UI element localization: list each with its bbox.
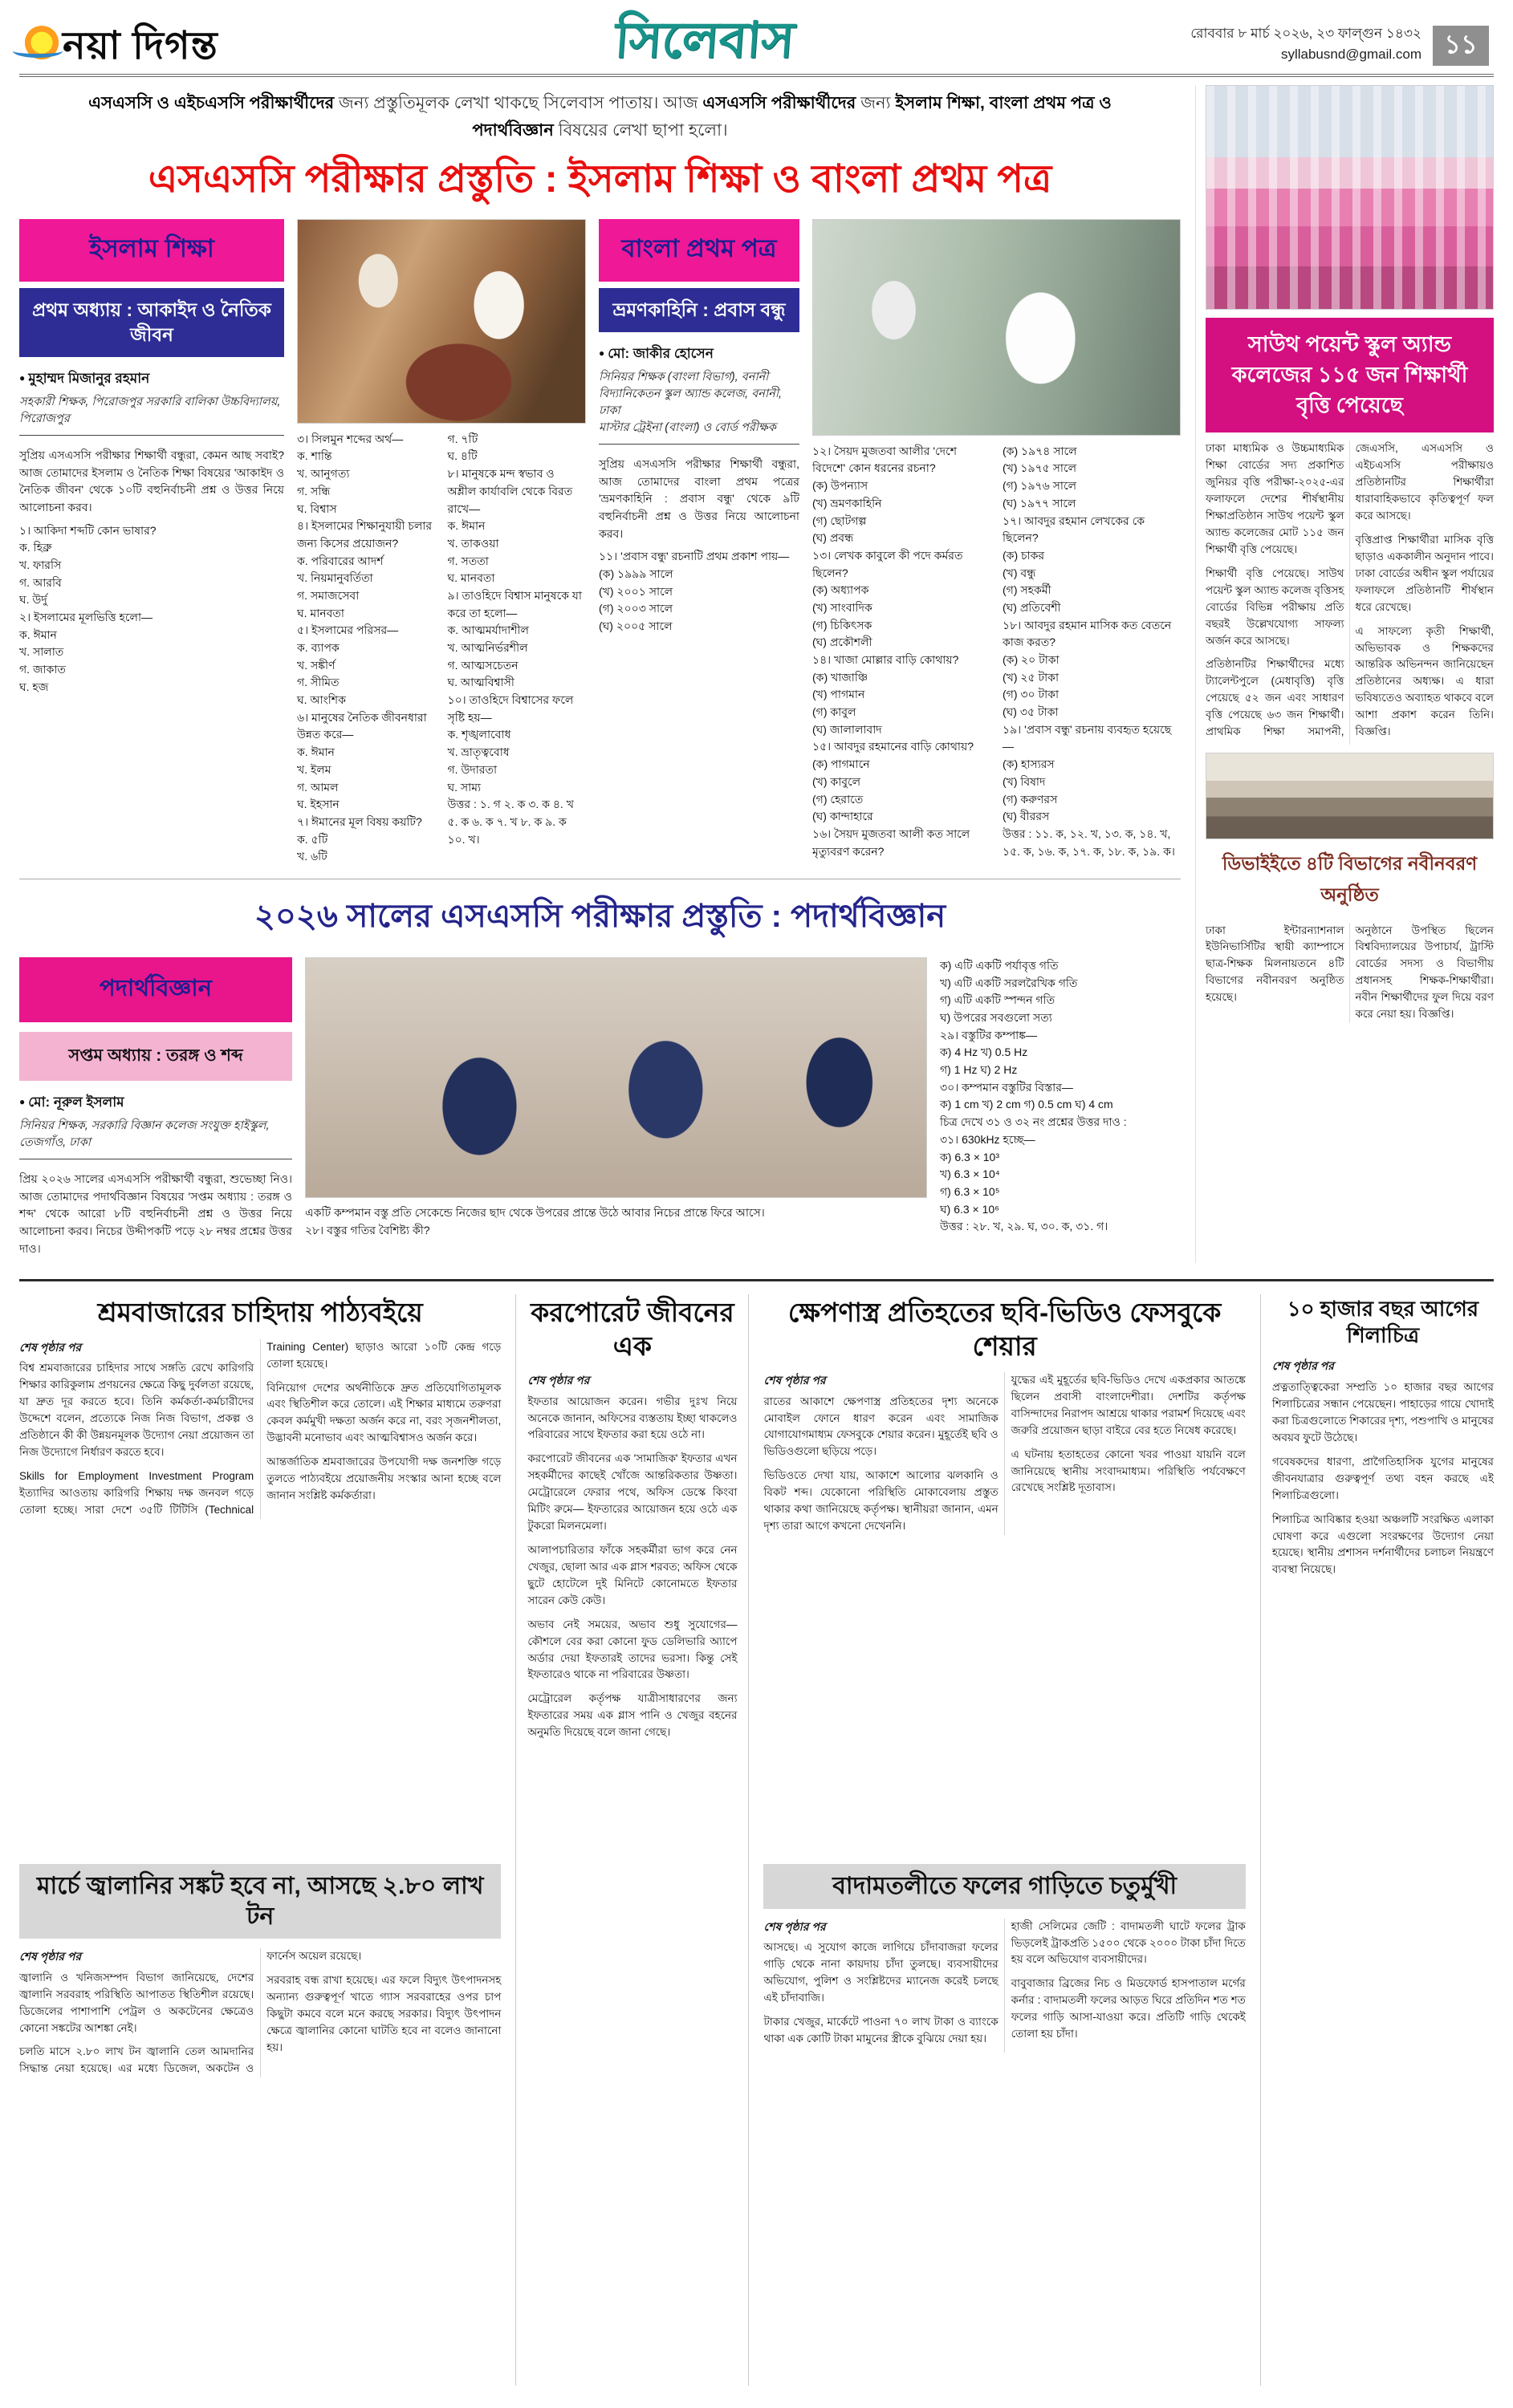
text-line: গ. আরবি — [19, 575, 62, 589]
bangla-author-title-2: মাস্টার ট্রেইনা (বাংলা) ও বোর্ড পরীক্ষক — [599, 420, 776, 434]
islam-mcq-flow — [297, 431, 586, 866]
bangla-author-name: মো: জাকীর হোসেন — [608, 345, 714, 361]
text-line: (ঘ) ৩৫ টাকা — [1003, 705, 1059, 719]
text-line: ঘ. উর্দু — [19, 593, 47, 607]
text-line: (গ) ছোটগল্প — [812, 514, 867, 527]
text-line: ঘ. হজ — [19, 680, 49, 693]
masthead-right — [1190, 23, 1489, 66]
islam-section-banner: ইসলাম শিক্ষা — [19, 219, 284, 282]
text-line: ক) 6.3 × 10³ — [940, 1150, 999, 1163]
text-line: গ. আমল — [297, 780, 339, 794]
article-fuel-supply — [19, 1864, 501, 2386]
page-number-badge: ১১ — [1433, 26, 1489, 66]
labor-body — [19, 1339, 501, 1519]
text-line: গ. উদারতা — [447, 762, 498, 776]
text-line: ২। ইসলামের মূলভিত্তি হলো— — [19, 611, 153, 624]
text-line: (খ) কাবুলে — [812, 774, 861, 788]
text-line: (ঘ) প্রবন্ধ — [812, 531, 854, 545]
main-content — [19, 85, 1181, 1263]
rockart-body — [1272, 1358, 1494, 1578]
text-line: ক. হিব্রু — [19, 541, 52, 554]
text-line: উত্তর : ১. গ ২. ক ৩. ক ৪. খ ৫. ক ৬. ক ৭. খ ৮. ক ৯. ক ১০. খ। — [447, 798, 574, 846]
text-line: ক. ঈমান — [19, 627, 57, 641]
text-line: (গ) কাবুল — [812, 705, 856, 719]
text-line: বৃত্তিপ্রাপ্ত শিক্ষার্থীরা মাসিক বৃত্তি ছাড়াও এককালীন অনুদান পাবে। ঢাকা বোর্ডের অধীন স্কুল পর্যায়ের ফলাফলে প্রতিষ্ঠানটি শীর্ষস্থান ধরে রেখেছে। — [1355, 534, 1494, 613]
text-line: ১৫। আবদুর রহমানের বাড়ি কোথায়? — [812, 740, 974, 753]
text-line: (খ) বন্ধু — [1003, 566, 1036, 579]
text-line: (ঘ) প্রতিবেশী — [1003, 600, 1061, 614]
text-line: উত্তর : ১১. ক, ১২. খ, ১৩. ক, ১৪. খ, ১৫. ক, ১৬. ক, ১৭. ক, ১৮. ক, ১৯. ক। — [1003, 826, 1175, 858]
physics-headline: ২০২৬ সালের এসএসসি পরীক্ষার প্রস্তুতি : পদার্থবিজ্ঞান — [254, 898, 946, 934]
fuel-paragraphs — [19, 1948, 501, 2077]
text-line: ১৬। সৈয়দ মুজতবা আলী কত সালে মৃত্যুবরণ করেন? — [812, 826, 970, 858]
text-line: গ. আত্মসচেতন — [447, 658, 519, 672]
text-line: ক) 4 Hz খ) 0.5 Hz — [940, 1046, 1028, 1059]
diu-seminar-photo — [1206, 753, 1494, 839]
bangla-author-title-1: সিনিয়র শিক্ষক (বাংলা বিভাগ), বনানী বিদ্যানিকেতন স্কুল অ্যান্ড কলেজ, বনানী, ঢাকা — [599, 370, 783, 417]
physics-chapter-banner: সপ্তম অধ্যায় : তরঙ্গ ও শব্দ — [19, 1032, 292, 1081]
text-line: উত্তর : ২৮. খ, ২৯. ঘ, ৩০. ক, ৩১. গ। — [940, 1220, 1108, 1233]
text-line: গ) 6.3 × 10⁵ — [940, 1184, 1000, 1198]
text-line: গ. সমাজসেবা — [297, 588, 360, 602]
text-line: বিশ্ব শ্রমবাজারের চাহিদার সাথে সঙ্গতি রেখে কারিগরি শিক্ষার কারিকুলাম প্রণয়নের ক্ষেত্রে কিছু দুর্বলতা রয়েছে, যা দ্রুত দূর করতে হবে। তিনি কর্মকর্তা-কর্মচারীদের উদ্দেশে বলেন, প্রত্যেকে নিজ নিজ বিভাগ, প্রকল্প ও প্রতিষ্ঠানে কী কী উন্নয়নমূলক উদ্যোগ নেয়া প্রয়োজন তা নিজ উদ্যোগে নির্ধারণ করতে হবে। — [19, 1362, 254, 1458]
missile-paragraphs — [763, 1372, 1245, 1535]
text-line: (ক) চাকর — [1003, 548, 1045, 562]
text-line: গ. সীমিত — [297, 676, 340, 689]
islam-author — [19, 368, 284, 391]
text-line: গ. জাকাত — [19, 663, 66, 676]
physics-photo-column — [305, 957, 927, 1263]
text-line: এ ঘটনায় হতাহতের কোনো খবর পাওয়া যায়নি বলে জানিয়েছে স্থানীয় সংবাদমাধ্যম। পরিস্থিতি পর্যবেক্ষণে রেখেছে সংশ্লিষ্ট দূতাবাস। — [1011, 1448, 1246, 1494]
text-line: ১৮। আবদুর রহমান মাসিক কত বেতনে কাজ করত? — [1003, 618, 1172, 649]
text-line: ঘ) উপরের সবগুলো সত্য — [940, 1011, 1052, 1025]
text-line: খ. নিয়মানুবর্তিতা — [297, 571, 373, 585]
text-line: প্রতিষ্ঠানটির শিক্ষার্থীদের মধ্যে ট্যালেন্টপুলে (মেধাবৃত্তি) বৃত্তি পেয়েছে ৫২ জন এবং সাধারণ বৃত্তি পেয়েছে ৬৩ জন শিক্ষার্থী। প্রাথমিক শিক্ষা সমাপনী, জেএসসি, এসএসসি ও এইচএসসি পরীক্ষায়ও প্রতিষ্ঠানটির শিক্ষার্থীরা ধারাবাহিকভাবে কৃতিত্বপূর্ণ ফল করে আসছে। — [1206, 442, 1494, 738]
physics-stimulus-text — [305, 1204, 927, 1239]
islam-author-title: সহকারী শিক্ষক, পিরোজপুর সরকারি বালিকা উচ্চবিদ্যালয়, পিরোজপুর — [19, 394, 284, 436]
islam-lead: সুপ্রিয় এসএসসি পরীক্ষার শিক্ষার্থী বন্ধুরা, কেমন আছ সবাই? আজ তোমাদের ইসলাম ও নৈতিক শিক্ষা বিষয়ের 'আকাইদ ও নৈতিক জীবন' থেকে ১০টি বহুনির্বাচনী প্রশ্ন ও উত্তর নিয়ে আলোচনা করব। — [19, 448, 284, 514]
bangla-author — [599, 343, 799, 366]
text-line: রাতের আকাশে ক্ষেপণাস্ত্র প্রতিহতের দৃশ্য অনেকে মোবাইল ফোনে ধারণ করেন এবং সামাজিক যোগাযোগমাধ্যম ফেসবুকে শেয়ার করেন। মুহূর্তেই ছবি ও ভিডিওগুলো ছড়িয়ে পড়ে। — [763, 1395, 998, 1458]
text-line: (ক) পাগমানে — [812, 757, 870, 771]
text-line: ২৮। বস্তুর গতির বৈশিষ্ট্য কী? — [305, 1223, 430, 1236]
text-line: ১৩। লেখক কাবুলে কী পদে কর্মরত ছিলেন? — [812, 548, 963, 579]
fuel-body — [19, 1948, 501, 2077]
text-line: মেট্রোরেল কর্তৃপক্ষ যাত্রীসাধারণের জন্য ইফতারের সময় এক গ্লাস পানি ও খেজুর বহনের অনুমতি দিয়েছে বলে জানা গেছে। — [527, 1692, 738, 1739]
text-line: জন্য কিসের প্রয়োজন? — [297, 536, 399, 550]
text-line: (ক) ১৯৭৪ সালে — [1003, 444, 1077, 457]
subject-grid — [19, 219, 1181, 866]
labor-paragraphs — [19, 1339, 501, 1519]
text-line: খ. ইলম — [297, 762, 331, 776]
text-line: ৮। মানুষকে মন্দ স্বভাব ও অশ্লীল কার্যাবলি থেকে বিরত রাখে— — [447, 467, 573, 515]
bangla-chapter-banner: ভ্রমণকাহিনি : প্রবাস বন্ধু — [599, 288, 799, 332]
text-line: (গ) করুণরস — [1003, 792, 1058, 806]
bangla-photo-column — [812, 219, 1181, 866]
right-sidebar — [1195, 85, 1494, 1263]
intro-text-1: জন্য প্রস্তুতিমূলক লেখা থাকছে সিলেবাস পাতায়। আজ — [334, 94, 703, 112]
physics-author-title: সিনিয়র শিক্ষক, সরকারি বিজ্ঞান কলেজ সংযুক্ত হাইস্কুল, তেজগাঁও, ঢাকা — [19, 1118, 292, 1159]
text-line: বিনিয়োগ দেশের অর্থনীতিকে দ্রুত প্রতিযোগিতামূলক এবং স্থিতিশীল করে তোলে। এই শিক্ষার মাধ্যমে তরুণরা কেবল কর্মমুখী দক্ষতা অর্জন করে না, বরং সৃজনশীলতা, উদ্ভাবনী মনোভাব এবং আত্মবিশ্বাসও অর্জন করে। — [266, 1381, 502, 1444]
missile-headline: ক্ষেপণাস্ত্র প্রতিহতের ছবি-ভিডিও ফেসবুকে শেয়ার — [787, 1297, 1222, 1361]
corporate-body — [527, 1372, 737, 1741]
text-line: অভাব নেই সময়ের, অভাব শুধু সুযোগের— কৌশলে বের করা কোনো ফুড ডেলিভারি অ্যাপে অর্ডার দেয়া ইফতারই তাদের ভরসা। কিন্তু সেই ইফতারেও থাকে না পরিবারের উষ্ণতা। — [527, 1618, 738, 1681]
continued-from-label: শেষ পৃষ্ঠার পর — [763, 1919, 826, 1933]
physics-row — [19, 957, 1181, 1263]
text-line: ৫। ইসলামের পরিসর— — [297, 623, 399, 637]
text-line: গ) 1 Hz ঘ) 2 Hz — [940, 1063, 1018, 1077]
rockart-paragraphs — [1272, 1379, 1494, 1578]
continued-from-label: শেষ পৃষ্ঠার পর — [19, 1340, 82, 1354]
text-line: ২৯। বস্তুটির কম্পাঙ্ক— — [940, 1028, 1037, 1042]
text-line: খ. আনুগত্য — [297, 467, 350, 481]
bangla-author-title — [599, 369, 799, 445]
text-line: (ক) ১৯৯৯ সালে — [599, 567, 673, 581]
text-line: (গ) সহকর্মী — [1003, 583, 1051, 597]
intro-bold-1: এসএসসি ও এইচএসসি পরীক্ষার্থীদের — [88, 94, 335, 112]
south-point-group-photo — [1206, 85, 1494, 310]
text-line: ৬। মানুষের নৈতিক জীবনধারা উন্নত করে— — [297, 710, 427, 741]
text-line: (ক) হাস্যরস — [1003, 757, 1055, 771]
islam-classroom-photo — [297, 219, 586, 424]
continued-from-label: শেষ পৃষ্ঠার পর — [527, 1373, 590, 1387]
bullet-icon: ● — [599, 347, 605, 359]
physics-section — [19, 879, 1181, 1263]
article-labor-market — [19, 1294, 501, 1843]
text-line: (খ) ২৫ টাকা — [1003, 670, 1060, 684]
text-line: (গ) হেরাতে — [812, 792, 864, 806]
fuel-headline: মার্চে জ্বালানির সঙ্কট হবে না, আসছে ২.৮০ লাখ টন — [19, 1864, 501, 1939]
text-line: খ. ফারসি — [19, 558, 62, 572]
text-line: শিলাচিত্র আবিষ্কার হওয়া অঞ্চলটি সংরক্ষিত এলাকা ঘোষণা করে এগুলো সংরক্ষণের উদ্যোগ নেয়া হয়েছে। স্থানীয় প্রশাসন দর্শনার্থীদের চলাচল নিয়ন্ত্রণে ব্যবস্থা নিয়েছে। — [1271, 1513, 1494, 1576]
supplement-title: সিলেবাস — [612, 13, 796, 68]
text-line: (খ) সাংবাদিক — [812, 600, 872, 614]
text-line: (ক) ২০ টাকা — [1003, 653, 1060, 667]
text-line: ক. আত্মমর্যাদাশীল — [447, 623, 529, 637]
text-line: (খ) ভ্রমণকাহিনি — [812, 496, 882, 510]
text-line: খ) 6.3 × 10⁴ — [940, 1167, 1000, 1181]
intro-text-2: জন্য — [856, 94, 896, 112]
text-line: এ সাফল্যে কৃতী শিক্ষার্থী, অভিভাবক ও শিক্ষকদের আন্তরিক অভিনন্দন জানিয়েছেন প্রতিষ্ঠানের অধ্যক্ষ। এ ধারা ভবিষ্যতেও অব্যাহত থাকবে বলে আশা প্রকাশ করেন তিনি। বিজ্ঞপ্তি। — [1355, 624, 1494, 738]
sun-book-icon — [24, 26, 59, 61]
text-line: প্রত্নতাত্ত্বিকেরা সম্প্রতি ১০ হাজার বছর আগের শিলাচিত্রের সন্ধান পেয়েছেন। পাহাড়ের গায়ে খোদাই করা চিত্রগুলোতে শিকারের দৃশ্য, পশুপাখি ও মানুষের অবয়ব ফুটে উঠেছে। — [1271, 1381, 1494, 1444]
text-line: ৩। সিলমুন শব্দের অর্থ— — [297, 432, 404, 445]
bottom-articles — [19, 1279, 1494, 2386]
text-line: ক. ৫টি — [297, 832, 328, 846]
text-line: (ঘ) ২০০৫ সালে — [599, 619, 673, 633]
text-line: ঘ. আত্মবিশ্বাসী — [447, 676, 515, 689]
text-line: ঘ. ৪টি — [447, 449, 478, 463]
text-line: (ঘ) বীররস — [1003, 810, 1050, 823]
text-line: খ. সঙ্কীর্ণ — [297, 658, 336, 672]
text-line: একটি কম্পমান বস্তু প্রতি সেকেন্ডে নিজের ছাদ থেকে উপরের প্রান্তে উঠে আবার নিচের প্রান্তে ফিরে আসে। — [305, 1205, 765, 1219]
physics-intro-column — [19, 957, 292, 1263]
text-line: ক. শৃঙ্খলাবোধ — [447, 728, 511, 741]
bangla-mcq-column — [599, 548, 799, 635]
text-line: (খ) পাগমান — [812, 688, 865, 701]
text-line: (গ) ১৯৭৬ সালে — [1003, 479, 1077, 493]
corporate-paragraphs — [527, 1394, 737, 1742]
text-line: চিত্র দেখে ৩১ ও ৩২ নং প্রশ্নের উত্তর দাও : — [940, 1115, 1127, 1129]
text-line: ৭। ঈমানের মূল বিষয় কয়টি? — [297, 814, 422, 828]
text-line: চলতি মাসে ২.৮০ লাখ টন জ্বালানি তেল আমদানির সিদ্ধান্ত নেয়া হয়েছে। এর মধ্যে ডিজেল, অকটেন ও ফার্নেস অয়েল রয়েছে। — [19, 1950, 362, 2075]
masthead — [19, 13, 1494, 77]
text-line: (গ) ২০০৩ সালে — [599, 602, 673, 615]
text-line: (ঘ) ১৯৭৭ সালে — [1003, 496, 1076, 510]
rockart-headline: ১০ হাজার বছর আগের শিলাচিত্র — [1287, 1297, 1479, 1347]
labor-headline: শ্রমবাজারের চাহিদায় পাঠ্যবইয়ে — [97, 1297, 423, 1328]
article-badamtoli — [763, 1864, 1245, 2386]
date-block — [1190, 23, 1421, 66]
text-line: ক) এটি একটি পর্যাবৃত্ত গতি — [940, 958, 1059, 972]
text-line: (ক) খাজাঞ্চি — [812, 670, 868, 684]
text-line: খ. ভ্রাতৃত্ববোধ — [447, 745, 510, 759]
text-line: ক. ঈমান — [297, 745, 335, 759]
text-line: ভিডিওতে দেখা যায়, আকাশে আলোর ঝলকানি ও বিকট শব্দ। যেকোনো পরিস্থিতি মোকাবেলায় প্রস্তুত থাকার কথা জানিয়েছে কর্তৃপক্ষ। স্থানীয়রা জানান, এমন দৃশ্য তারা আগে কখনো দেখেননি। — [763, 1469, 998, 1533]
continued-from-label: শেষ পৃষ্ঠার পর — [19, 1950, 82, 1963]
newspaper-name: নয়া দিগন্ত — [63, 25, 218, 67]
text-line: ঘ. মানবতা — [297, 606, 344, 619]
text-line: গ. সন্ধি — [297, 484, 331, 497]
text-line: (ক) অধ্যাপক — [812, 583, 869, 597]
text-line: ১১। 'প্রবাস বন্ধু' রচনাটি প্রথম প্রকাশ পায়— — [599, 550, 790, 563]
intro-bold-2: এসএসসি পরীক্ষার্থীদের — [702, 94, 856, 112]
text-line: হাজী সেলিমের জেটি : বাদামতলী ঘাটে ফলের ট্রাক ভিড়লেই ট্রাকপ্রতি ১৫০০ থেকে ২০০০ টাকা চাঁদা দিতে হয় বলে অভিযোগ ব্যবসায়ীদের। — [1011, 1919, 1246, 1966]
text-line: ১৯। 'প্রবাস বন্ধু' রচনায় ব্যবহৃত হয়েছে— — [1003, 722, 1172, 753]
text-line: ১৭। আবদুর রহমান লেখকের কে ছিলেন? — [1003, 514, 1145, 545]
text-line: ক) 1 cm খ) 2 cm গ) 0.5 cm ঘ) 4 cm — [940, 1098, 1113, 1111]
physics-section-banner: পদার্থবিজ্ঞান — [19, 957, 292, 1022]
upper-content — [19, 85, 1494, 1263]
physics-author — [19, 1092, 292, 1115]
article-missile-video — [763, 1294, 1245, 1843]
date-line: রোববার ৮ মার্চ ২০২৬, ২৩ ফাল্গুন ১৪৩২ — [1190, 26, 1421, 41]
text-line: খ. ৬টি — [297, 850, 327, 863]
text-line: (ঘ) জালালাবাদ — [812, 722, 882, 736]
text-line: ঘ. আংশিক — [297, 693, 346, 707]
physics-lead: প্রিয় ২০২৬ সালের এসএসসি পরীক্ষার্থী বন্ধুরা, শুভেচ্ছা নিও। আজ তোমাদের পদার্থবিজ্ঞান বিষয়ের 'সপ্তম অধ্যায় : তরঙ্গ ও শব্দ' থেকে আরো ৮টি বহুনির্বাচনী প্রশ্ন ও উত্তর নিয়ে আলোচনা করব। নিচের উদ্দীপকটি পড়ে ২৮ নম্বর প্রশ্নের উত্তর দাও। — [19, 1172, 292, 1255]
text-line: ঢাকা মাধ্যমিক ও উচ্চমাধ্যমিক শিক্ষা বোর্ডের সদ্য প্রকাশিত জুনিয়র বৃত্তি পরীক্ষা-২০২৫-এর ফলাফলে দেশের শীর্ষস্থানীয় শিক্ষাপ্রতিষ্ঠান সাউথ পয়েন্ট স্কুল অ্যান্ড কলেজের মোট ১১৫ জন শিক্ষার্থী বৃত্তি পেয়েছে। — [1206, 442, 1344, 555]
text-line: (খ) ১৯৭৫ সালে — [1003, 461, 1077, 475]
text-line: ঘ. সাম্য — [447, 780, 482, 794]
text-line: ক. ব্যাপক — [297, 641, 340, 655]
text-line: ১৪। খাজা মোল্লার বাড়ি কোথায়? — [812, 653, 959, 667]
bangla-section-banner: বাংলা প্রথম পত্র — [599, 219, 799, 282]
text-line: গবেষকদের ধারণা, প্রাগৈতিহাসিক যুগের মানুষের জীবনযাত্রার গুরুত্বপূর্ণ তথ্য বহন করছে এই শিলাচিত্রগুলো। — [1271, 1455, 1494, 1501]
bangla-mcq-flow — [812, 443, 1181, 861]
diu-body — [1206, 923, 1494, 1024]
article-corporate-iftar — [515, 1294, 749, 2386]
text-line: ঘ. ইহসান — [297, 798, 340, 811]
text-line: অনুষ্ঠানে উপস্থিত ছিলেন বিশ্ববিদ্যালয়ের উপাচার্য, ট্রাস্টি বোর্ডের সদস্য ও বিভাগীয় প্রধানসহ শিক্ষক-শিক্ষার্থীরা। নবীন শিক্ষার্থীদের ফুল দিয়ে বরণ করে নেয়া হয়। বিজ্ঞপ্তি। — [1355, 924, 1494, 1021]
bangla-lead: সুপ্রিয় এসএসসি পরীক্ষার শিক্ষার্থী বন্ধুরা, আজ তোমাদের বাংলা প্রথম পত্রের 'ভ্রমণকাহিনি : প্রবাস বন্ধু' থেকে ৯টি বহুনির্বাচনী প্রশ্ন ও উত্তর নিয়ে আলোচনা করব। — [599, 457, 799, 540]
text-line: ৩১। 630kHz হচ্ছে— — [940, 1132, 1035, 1146]
continued-from-label: শেষ পৃষ্ঠার পর — [1271, 1359, 1334, 1373]
physics-classroom-photo — [305, 957, 927, 1198]
text-line: ইফতার আয়োজন করেন। গভীর দুঃখ নিয়ে অনেকে জানান, অফিসের ব্যস্ততায় ইচ্ছা থাকলেও পরিবারের সাথে ইফতার করা হয়ে ওঠে না। — [527, 1395, 738, 1441]
bangla-intro-column — [599, 219, 799, 866]
text-line: ১০। তাওহিদে বিশ্বাসের ফলে সৃষ্টি হয়— — [447, 693, 574, 724]
text-line: (খ) ২০০১ সালে — [599, 584, 673, 598]
text-line: খ. সালাত — [19, 645, 64, 659]
text-line: খ) এটি একটি সরলরৈখিক গতি — [940, 976, 1078, 989]
text-line: ৩০। কম্পমান বস্তুটির বিস্তার— — [940, 1080, 1073, 1094]
text-line: Skills for Employment Investment Program ইত্যাদির আওতায় কারিগরি শিক্ষায় দক্ষ জনবল গড়ে তোলা হচ্ছে। সারা দেশে ৩৫টি টিটিসি (Technical Training Center) ছাড়াও আরো ১০টি কেন্দ্র গড়ে তোলা হয়েছে। — [19, 1340, 502, 1516]
bangla-exam-photo — [812, 219, 1181, 436]
text-line: আসছে। এ সুযোগ কাজে লাগিয়ে চাঁদাবাজরা ফলের গাড়ি থেকে নানা কায়দায় চাঁদা তুলছে। ব্যবসায়ীদের অভিযোগ, পুলিশ ও সংশ্লিষ্টদের ম্যানেজ করেই চলছে এই চাঁদাবাজি। — [763, 1941, 998, 2004]
text-line: ক. পরিবারের আদর্শ — [297, 554, 384, 567]
text-line: (গ) ৩০ টাকা — [1003, 688, 1060, 701]
islam-author-name: মুহাম্মদ মিজানুর রহমান — [28, 370, 150, 386]
islam-mcq-column — [19, 522, 284, 696]
text-line: ৪। ইসলামের শিক্ষানুযায়ী চলার — [297, 519, 433, 533]
text-line: যুদ্ধের এই মুহূর্তের ছবি-ভিডিও দেখে একপ্রকার আতঙ্কে ছিলেন প্রবাসী বাংলাদেশীরা। দেশটির কর্তৃপক্ষ বাসিন্দাদের নিরাপদ আশ্রয়ে থাকার পরামর্শ দিয়েছে এবং জরুরি প্রয়োজন ছাড়া বাইরে বের হতে নিষেধ করেছে। — [1011, 1373, 1246, 1436]
text-line: (খ) বিষাদ — [1003, 774, 1046, 788]
text-line: ঢাকা ইন্টারন্যাশনাল ইউনিভার্সিটির স্থায়ী ক্যাম্পাসে ছাত্র-শিক্ষক মিলনায়তনে ৪টি বিভাগের নবীনবরণ অনুষ্ঠিত হয়েছে। — [1206, 924, 1344, 1004]
text-line: ৯। তাওহিদে বিশ্বাস মানুষকে যা করে তা হলো— — [447, 588, 582, 619]
diu-headline: ডিভাইইতে ৪টি বিভাগের নবীনবরণ অনুষ্ঠিত — [1222, 852, 1478, 905]
text-line: সরবরাহ বন্ধ রাখা হয়েছে। এর ফলে বিদ্যুৎ উৎপাদনসহ অন্যান্য গুরুত্বপূর্ণ খাতে গ্যাস সরবরাহের ওপর চাপ কিছুটা কমবে বলে মনে করছে সরকার। বিদ্যুৎ উৎপাদন ক্ষেত্রে জ্বালানির কোনো ঘাটতি হবে না বলেও জানানো হয়। — [266, 1974, 502, 2053]
islam-photo-column — [297, 219, 586, 866]
continued-from-label: শেষ পৃষ্ঠার পর — [763, 1373, 826, 1387]
text-line: ১। আকিদা শব্দটি কোন ভাষার? — [19, 523, 157, 537]
text-line: (ঘ) প্রকৌশলী — [812, 636, 872, 649]
intro-text-3: বিষয়ের লেখা ছাপা হলো। — [553, 120, 728, 140]
text-line: শিক্ষার্থী বৃত্তি পেয়েছে। সাউথ পয়েন্ট স্কুল অ্যান্ড কলেজ বৃত্তিসহ বোর্ডের বিভিন্ন পরীক্ষায় প্রতি বছরই উল্লেখযোগ্য সাফল্য অর্জন করে আসছে। — [1206, 566, 1344, 647]
south-point-body — [1206, 441, 1494, 744]
badamtoli-paragraphs — [763, 1919, 1245, 2053]
text-line: গ. ৭টি — [447, 432, 478, 445]
text-line: (গ) চিকিৎসক — [812, 618, 872, 631]
text-line: জ্বালানি ও খনিজসম্পদ বিভাগ জানিয়েছে, দেশের জ্বালানি সরবরাহ পরিস্থিতি আপাতত স্থিতিশীল রয়েছে। ডিজেলের পাশাপাশি পেট্রল ও অকটেনের ক্ষেত্রেও কোনো সঙ্কটের আশঙ্কা নেই। — [19, 1971, 254, 2034]
intro-paragraph — [67, 90, 1133, 144]
text-line: ১২। সৈয়দ মুজতবা আলীর 'দেশে বিদেশে' কোন ধরনের রচনা? — [812, 444, 958, 475]
missile-body — [763, 1372, 1245, 1535]
islam-intro-column — [19, 219, 284, 866]
text-line: ঘ. বিশ্বাস — [297, 501, 337, 515]
text-line: করপোরেট জীবনের এক 'সামাজিক' ইফতার এখন সহকর্মীদের কাছেই খোঁজে আন্তরিকতার উষ্ণতা। মেট্রোরেলে ফেরার পথে, অফিস ডেস্কে কিংবা মিটিং রুমে— ইফতারের আয়োজন হয়ে ওঠে এক টুকরো মিলনমেলা। — [527, 1452, 738, 1533]
physics-author-name: মো: নূরুল ইসলাম — [28, 1094, 124, 1110]
text-line: গ) এটি একটি স্পন্দন গতি — [940, 993, 1055, 1007]
badamtoli-body — [763, 1919, 1245, 2053]
text-line: ক. শান্তি — [297, 449, 332, 463]
bullet-icon: ● — [19, 372, 26, 384]
text-line: আন্তর্জাতিক শ্রমবাজারের উপযোগী দক্ষ জনশক্তি গড়ে তুলতে পাঠ্যবইয়ে প্রয়োজনীয় সংস্কার আনা হচ্ছে বলে জানান সংশ্লিষ্ট কর্মকর্তারা। — [266, 1456, 502, 1502]
email-line: syllabusnd@gmail.com — [1280, 46, 1421, 62]
text-line: খ. আত্মনির্ভরশীল — [447, 641, 528, 655]
south-point-headline: সাউথ পয়েন্ট স্কুল অ্যান্ড কলেজের ১১৫ জন শিক্ষার্থী বৃত্তি পেয়েছে — [1206, 318, 1494, 432]
corporate-headline: করপোরেট জীবনের এক — [531, 1297, 734, 1361]
badamtoli-headline: বাদামতলীতে ফলের গাড়িতে চতুর্মুখী — [763, 1864, 1245, 1909]
text-line: ঘ) 6.3 × 10⁶ — [940, 1202, 999, 1216]
physics-mcq-flow — [940, 957, 1181, 1236]
text-line: ঘ. মানবতা — [447, 571, 495, 585]
text-line: ক. ঈমান — [447, 519, 486, 533]
text-line: (ক) উপন্যাস — [812, 479, 868, 493]
text-line: (ঘ) কান্দাহারে — [812, 810, 873, 823]
text-line: টাকার খেজুর, মার্কেটে পাওনা ৭০ লাখ টাকা ও ব্যাংকে থাকা এক কোটি টাকা মামুনের স্ত্রীকে বুঝিয়ে দেয়া হয়। — [763, 2015, 998, 2045]
islam-chapter-banner: প্রথম অধ্যায় : আকাইদ ও নৈতিক জীবন — [19, 288, 284, 357]
text-line: আলাপচারিতার ফাঁকে সহকর্মীরা ভাগ করে নেন খেজুর, ছোলা আর এক গ্লাস শরবত; অফিস থেকে ছুটে হোটেলে দুই মিনিটে কোনোমতে ইফতার সারেন কেউ কেউ। — [527, 1544, 738, 1606]
text-line: খ. তাকওয়া — [447, 536, 499, 550]
physics-mcq-column — [940, 957, 1181, 1263]
bullet-icon: ● — [19, 1095, 26, 1107]
text-line: গ. সততা — [447, 554, 489, 567]
intro-bold-3: ইসলাম শিক্ষা, বাংলা প্রথম পত্র ও পদার্থবিজ্ঞান — [472, 94, 1112, 140]
main-headline: এসএসসি পরীক্ষার প্রস্তুতি : ইসলাম শিক্ষা ও বাংলা প্রথম পত্র — [148, 158, 1052, 201]
text-line: বাবুবাজার ব্রিজের নিচ ও মিডফোর্ড হাসপাতাল মর্গের কর্নার : বাদামতলী ফলের আড়ত ঘিরে প্রতিদিন শত শত ফলের গাড়ি আসা-যাওয়া করে। প্রতিটি গাড়ি থেকেই তোলা হয় চাঁদা। — [1011, 1977, 1246, 2041]
article-rock-art — [1260, 1294, 1494, 2386]
newspaper-logo — [24, 26, 218, 66]
